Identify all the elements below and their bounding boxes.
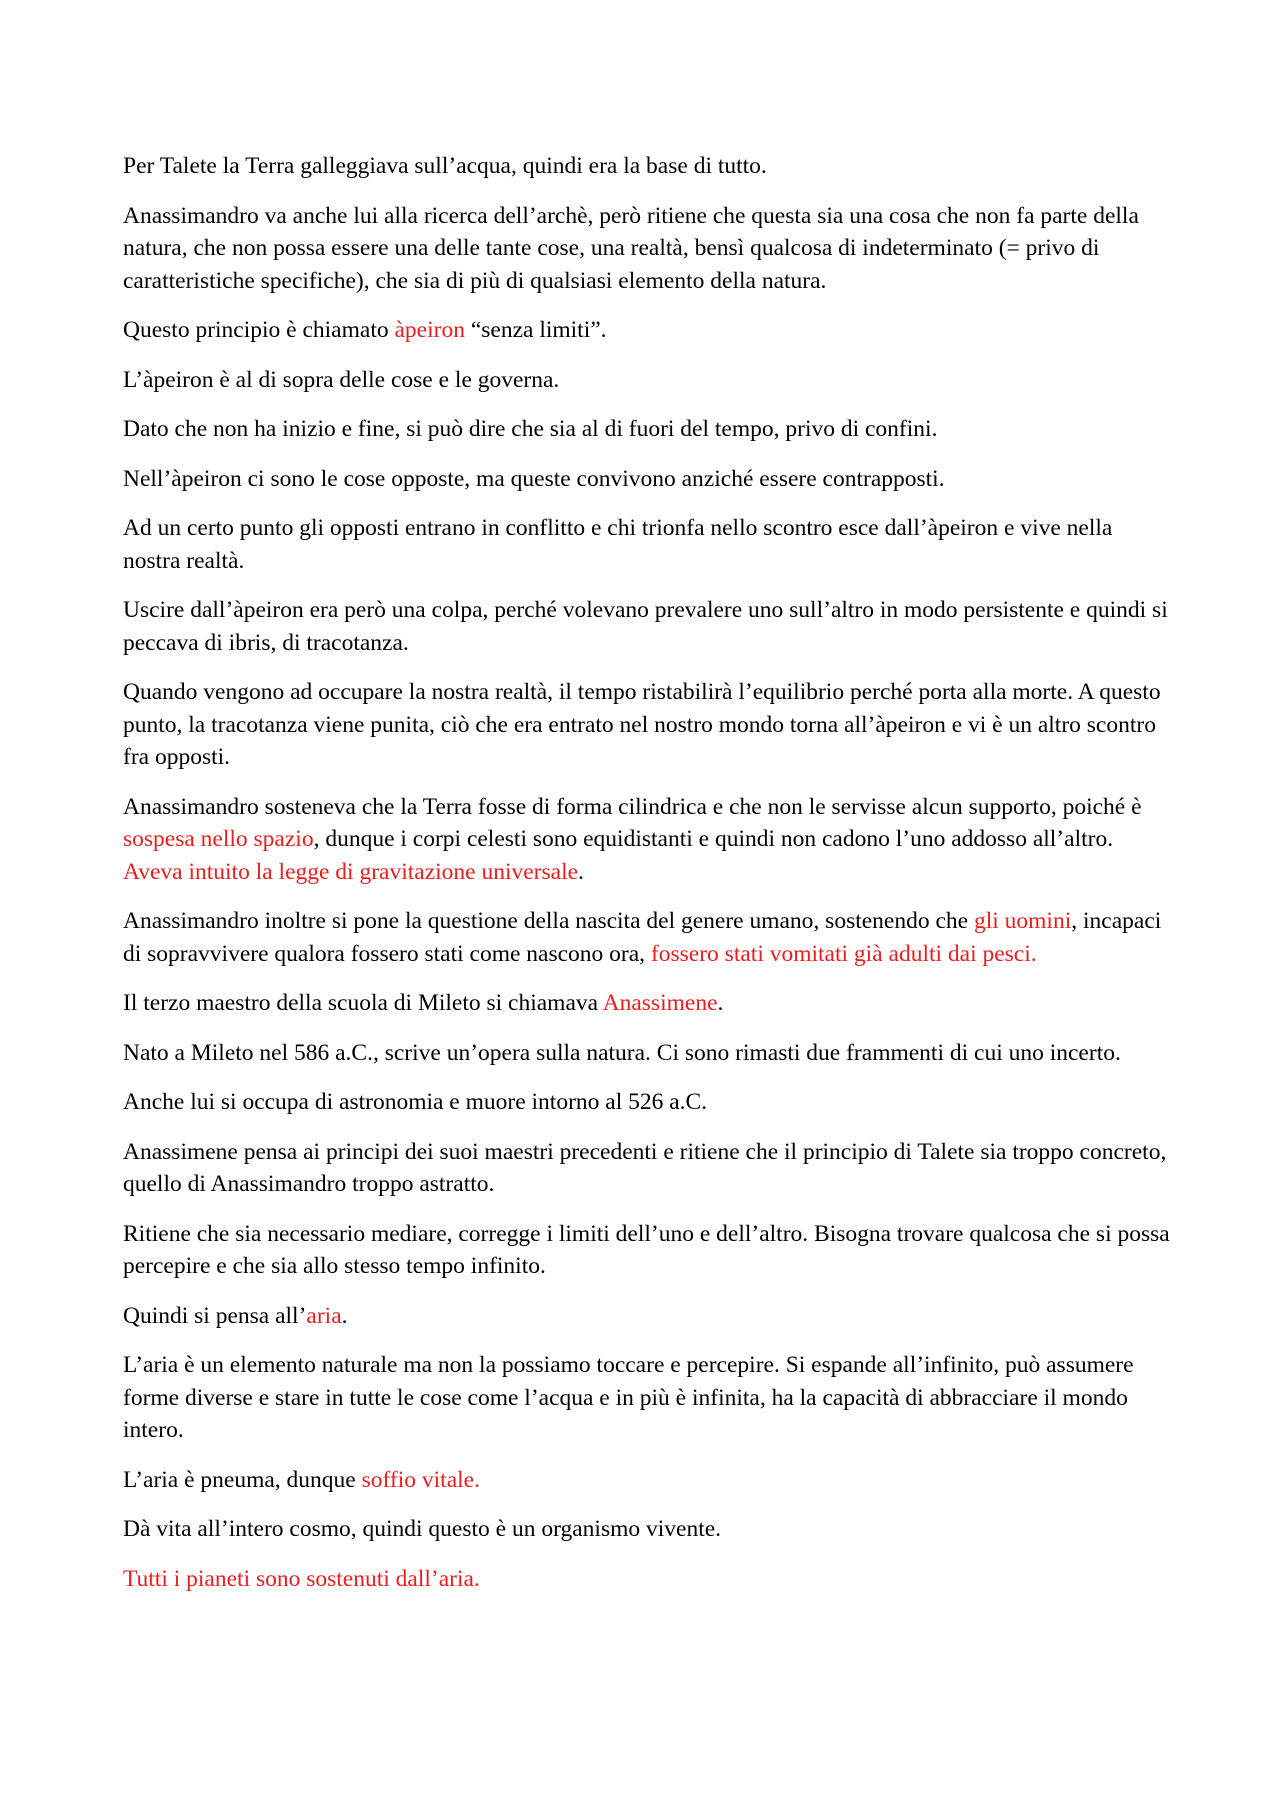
highlighted-text: àpeiron (394, 317, 465, 343)
paragraph (123, 200, 1173, 298)
text-segment: Questo principio è chiamato (123, 317, 395, 343)
highlighted-text: fossero stati vomitati già adulti dai pesci. (650, 940, 1037, 967)
text-segment: Quando vengono ad occupare la nostra realtà, il tempo ristabilirà l’equilibrio perché porta alla morte. A questo punto, la tracotanza viene punita, ciò che era entrato nel nostro mondo torna all’àpeiron e vi è un altro scontro fra opposti. (123, 679, 1161, 770)
text-segment: Quindi si pensa all’ (123, 1302, 307, 1329)
text-segment: L’aria è un elemento naturale ma non la possiamo toccare e percepire. Si espande all’infinito, può assumere forme diverse e stare in tutte le cose come l’acqua e in più è infinita, ha la capacità di abbracciare il mondo intero. (123, 1352, 1134, 1443)
paragraph (123, 1563, 1173, 1596)
highlighted-text: Aveva intuito la legge di gravitazione universale (123, 858, 579, 885)
text-segment: Anassimandro inoltre si pone la questione della nascita del genere umano, sostenendo che (123, 908, 974, 934)
text-segment: Anassimandro va anche lui alla ricerca dell’archè, però ritiene che questa sia una cosa che non fa parte della natura, che non possa essere una delle tante cose, una realtà, bensì qualcosa di indeterminato (= privo di caratteristiche specifiche), che sia di più di qualsiasi elemento della natura. (123, 202, 1139, 294)
highlighted-text: Tutti i pianeti sono sostenuti dall’aria. (123, 1565, 480, 1592)
text-segment: . (717, 990, 724, 1016)
text-segment: Ritiene che sia necessario mediare, corregge i limiti dell’uno e dell’altro. Bisogna trovare qualcosa che si possa percepire e che sia allo stesso tempo infinito. (123, 1220, 1170, 1279)
paragraph (123, 150, 1173, 183)
highlighted-text: sospesa nello spazio (123, 826, 314, 852)
text-segment: Anassimene pensa ai principi dei suoi maestri precedenti e ritiene che il principio di Talete sia troppo concreto, quello di Anassimandro troppo astratto. (123, 1138, 1167, 1197)
text-segment: L’aria è pneuma, dunque (123, 1466, 362, 1493)
paragraph (123, 463, 1173, 496)
paragraph (123, 1513, 1173, 1546)
paragraph (123, 676, 1173, 774)
paragraph (123, 791, 1173, 889)
highlighted-text: gli uomini (973, 908, 1072, 934)
text-segment: Nato a Mileto nel 586 a.C., scrive un’opera sulla natura. Ci sono rimasti due frammenti di cui uno incerto. (123, 1039, 1121, 1066)
paragraph (123, 1037, 1173, 1070)
text-segment: , dunque i corpi celesti sono equidistanti e quindi non cadono l’uno addosso all’altro. (313, 826, 1114, 852)
paragraph (123, 1218, 1173, 1283)
document-body (123, 150, 1173, 1612)
text-segment: Dà vita all’intero cosmo, quindi questo è un organismo vivente. (123, 1516, 722, 1542)
text-segment: Uscire dall’àpeiron era però una colpa, perché volevano prevalere uno sull’altro in modo persistente e quindi si peccava di ibris, di tracotanza. (123, 597, 1168, 656)
text-segment: “senza limiti”. (464, 317, 607, 343)
paragraph (123, 364, 1173, 397)
text-segment: Il terzo maestro della scuola di Mileto si chiamava (123, 990, 603, 1016)
text-segment: Ad un certo punto gli opposti entrano in conflitto e chi trionfa nello scontro esce dall’àpeiron e vive nella nostra realtà. (123, 515, 1113, 574)
highlighted-text: Anassimene (602, 990, 718, 1016)
text-segment: Anassimandro sosteneva che la Terra fosse di forma cilindrica e che non le servisse alcun supporto, poiché è (123, 793, 1142, 820)
paragraph (123, 594, 1173, 659)
paragraph (123, 1464, 1173, 1497)
text-segment: Dato che non ha inizio e fine, si può dire che sia al di fuori del tempo, privo di confini. (123, 416, 938, 442)
paragraph (123, 1086, 1173, 1119)
highlighted-text: aria (306, 1302, 342, 1329)
paragraph (123, 1300, 1173, 1333)
text-segment: . (578, 858, 584, 885)
paragraph (123, 314, 1173, 347)
paragraph (123, 1136, 1173, 1201)
text-segment: Nell’àpeiron ci sono le cose opposte, ma queste convivono anziché essere contrapposti. (123, 465, 945, 492)
text-segment: . (341, 1302, 348, 1329)
paragraph (123, 987, 1173, 1020)
text-segment: , incapaci di sopravvivere qualora fossero stati come nascono ora, (123, 908, 1162, 967)
paragraph (123, 1349, 1173, 1447)
paragraph (123, 512, 1173, 577)
text-segment: Per Talete la Terra galleggiava sull’acqua, quindi era la base di tutto. (123, 153, 767, 179)
text-segment: Anche lui si occupa di astronomia e muore intorno al 526 a.C. (123, 1089, 708, 1115)
highlighted-text: soffio vitale. (361, 1466, 480, 1493)
text-segment: L’àpeiron è al di sopra delle cose e le governa. (123, 366, 560, 393)
paragraph (123, 905, 1173, 970)
paragraph (123, 413, 1173, 446)
